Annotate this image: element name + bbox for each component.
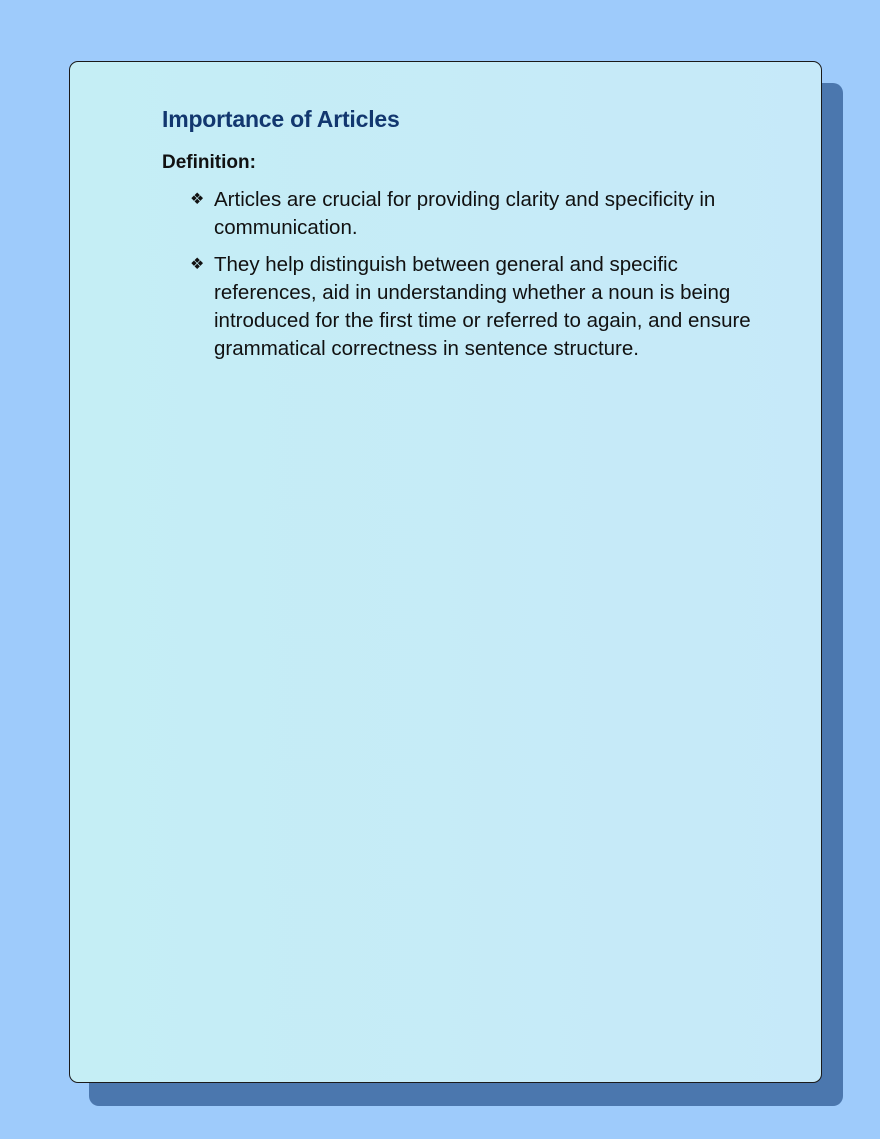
diamond-bullet-icon: ❖: [190, 191, 205, 208]
diamond-bullet-icon: ❖: [190, 256, 205, 273]
content-card: [69, 61, 822, 1083]
list-item-text: Articles are crucial for providing clarity and specificity in communication.: [214, 188, 716, 239]
definition-label: Definition:: [162, 152, 256, 173]
page-title: Importance of Articles: [162, 106, 400, 132]
list-item: [190, 251, 770, 363]
bullet-list: [190, 186, 770, 372]
list-item-text: They help distinguish between general and specific references, aid in understanding whether a noun is being introduced for the first time or referred to again, and ensure grammatical correctness in sentence structure.: [214, 253, 751, 360]
list-item: [190, 186, 770, 242]
